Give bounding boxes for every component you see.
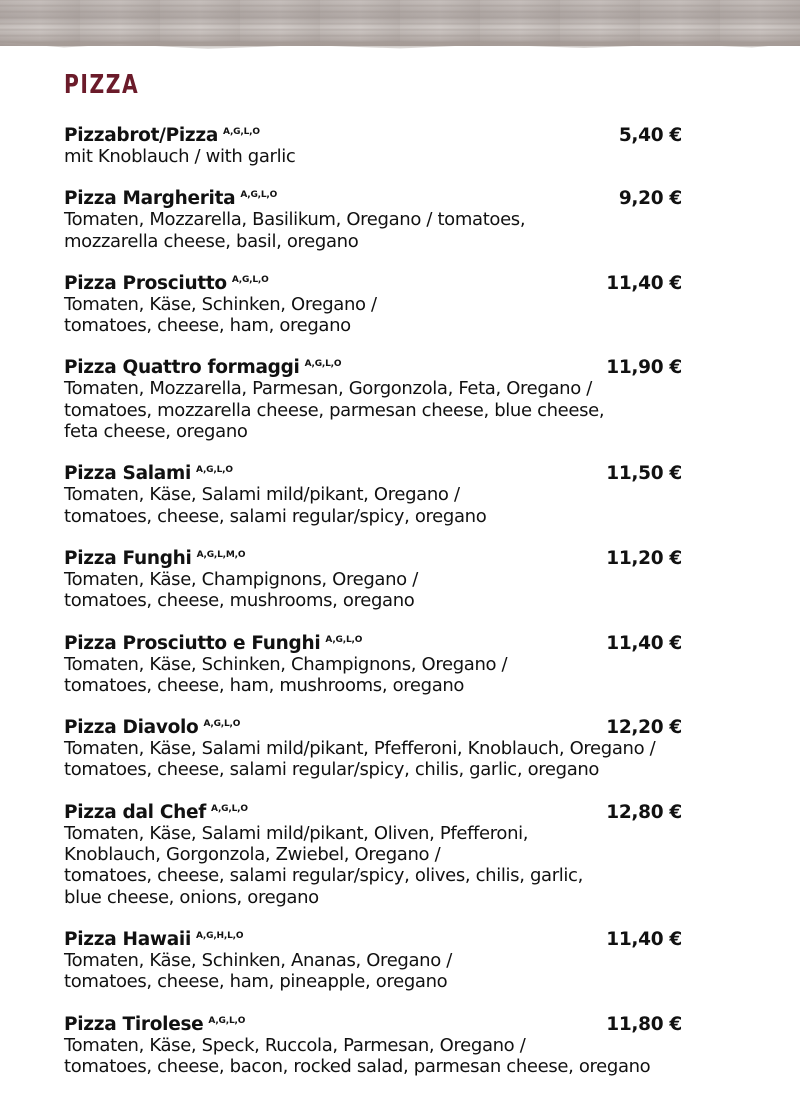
menu-item-price: 11,90 € (606, 357, 682, 379)
menu-item-header (64, 188, 682, 209)
menu-item-name: Pizza Funghi (64, 547, 192, 569)
menu-item (64, 548, 744, 612)
menu-item (64, 1014, 744, 1078)
menu-item-price: 11,40 € (606, 632, 682, 654)
menu-item-title (64, 633, 362, 654)
menu-item-header (64, 802, 682, 823)
menu-item-description: Tomaten, Käse, Schinken, Oregano / tomatoes, cheese, ham, oregano (64, 293, 377, 337)
menu-item-header (64, 717, 682, 738)
menu-item-title (64, 548, 245, 569)
menu-item-title (64, 273, 269, 294)
menu-item-name: Pizza Prosciutto e Funghi (64, 632, 321, 654)
menu-item-price: 9,20 € (618, 188, 682, 210)
menu-item-description: Tomaten, Käse, Salami mild/pikant, Oregano / tomatoes, cheese, salami regular/spicy, oregano (64, 484, 487, 527)
menu-item-header (64, 125, 682, 146)
allergen-codes: A,G,L,O (223, 127, 260, 137)
menu-item-description: Tomaten, Käse, Speck, Ruccola, Parmesan, Oregano / tomatoes, cheese, bacon, rocked salad, parmesan cheese, oregano (64, 1034, 651, 1077)
menu-item-header (64, 273, 682, 294)
menu-item (64, 125, 744, 167)
menu-item (64, 188, 744, 252)
menu-item-name: Pizza Hawaii (64, 928, 191, 950)
menu-item-description: Tomaten, Mozzarella, Basilikum, Oregano / tomatoes, mozzarella cheese, basil, oregano (64, 209, 526, 252)
menu-item-description: Tomaten, Käse, Schinken, Champignons, Oregano / tomatoes, cheese, ham, mushrooms, oregano (64, 653, 508, 696)
menu-item-price: 12,80 € (606, 801, 682, 823)
menu-item-header (64, 548, 682, 569)
menu-item (64, 717, 744, 781)
menu-item-title (64, 463, 233, 484)
menu-item-header (64, 929, 682, 950)
menu-item-title (64, 717, 240, 738)
menu-item-description: Tomaten, Käse, Champignons, Oregano / tomatoes, cheese, mushrooms, oregano (64, 568, 418, 612)
menu-item (64, 802, 744, 908)
menu-item-header (64, 463, 682, 484)
menu-item-title (64, 125, 260, 146)
menu-item-name: Pizza Tirolese (64, 1013, 204, 1035)
menu-item-description: Tomaten, Käse, Schinken, Ananas, Oregano / tomatoes, cheese, ham, pineapple, oregano (64, 949, 452, 993)
menu-item-price: 11,50 € (606, 463, 682, 485)
menu-item-price: 11,80 € (606, 1013, 682, 1035)
section-title: PIZZA (64, 70, 140, 100)
wood-banner (0, 0, 800, 46)
allergen-codes: A,G,L,O (240, 190, 278, 201)
menu-item (64, 357, 744, 442)
menu-item-title (64, 188, 277, 209)
menu-item-price: 11,40 € (606, 928, 682, 950)
menu-item-header (64, 357, 682, 378)
menu-list (64, 125, 744, 1098)
allergen-codes: A,G,L,O (211, 803, 248, 814)
menu-item-price: 11,40 € (606, 272, 682, 294)
menu-item (64, 463, 744, 527)
allergen-codes: A,G,L,O (325, 634, 363, 645)
menu-item-name: Pizza Margherita (64, 188, 236, 210)
allergen-codes: A,G,H,L,O (195, 930, 244, 941)
menu-item-description: Tomaten, Käse, Salami mild/pikant, Pfefferoni, Knoblauch, Oregano / tomatoes, cheese, salami regular/spicy, chilis, garlic, oregano (64, 738, 656, 781)
menu-item-name: Pizza Prosciutto (64, 272, 227, 294)
menu-item-title (64, 357, 341, 378)
menu-item-name: Pizzabrot/Pizza (64, 125, 219, 146)
allergen-codes: A,G,L,M,O (196, 549, 246, 560)
allergen-codes: A,G,L,O (304, 359, 342, 370)
menu-item-description: mit Knoblauch / with garlic (64, 146, 296, 167)
menu-item-title (64, 1014, 245, 1035)
allergen-codes: A,G,L,O (196, 465, 233, 476)
menu-item-name: Pizza Diavolo (64, 717, 199, 739)
menu-item-header (64, 633, 682, 654)
menu-item (64, 633, 744, 697)
menu-item-name: Pizza Quattro formaggi (64, 357, 300, 379)
allergen-codes: A,G,L,O (203, 719, 241, 730)
allergen-codes: A,G,L,O (208, 1015, 246, 1026)
allergen-codes: A,G,L,O (231, 274, 269, 285)
menu-item-price: 11,20 € (606, 547, 682, 569)
menu-item-title (64, 802, 248, 823)
menu-item-header (64, 1014, 682, 1035)
menu-item-description: Tomaten, Mozzarella, Parmesan, Gorgonzola, Feta, Oregano / tomatoes, mozzarella cheese, parmesan cheese, blue cheese, feta cheese, oregano (64, 378, 605, 443)
menu-item-name: Pizza dal Chef (64, 801, 207, 823)
menu-item-name: Pizza Salami (64, 463, 192, 485)
menu-item (64, 273, 744, 337)
menu-item (64, 929, 744, 993)
menu-item-description: Tomaten, Käse, Salami mild/pikant, Oliven, Pfefferoni, Knoblauch, Gorgonzola, Zwiebel, Oregano / tomatoes, cheese, salami regular/spicy, olives, chilis, garlic, blue cheese, onions, oregano (64, 822, 583, 908)
menu-item-price: 5,40 € (618, 125, 682, 146)
menu-item-title (64, 929, 243, 950)
menu-item-price: 12,20 € (606, 717, 682, 739)
